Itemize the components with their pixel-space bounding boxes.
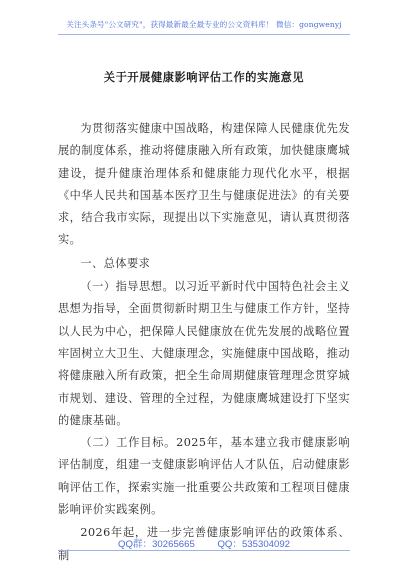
document-body <box>58 118 350 567</box>
document-title: 关于开展健康影响评估工作的实施意见 <box>103 70 305 84</box>
paragraph-intro: 为贯彻落实健康中国战略，构建保障人民健康优先发展的制度体系，推动将健康融入所有政策，加快健康鹰城建设，提升健康治理体系和健康能力现代化水平，根据《中华人民共和国基本医疗卫生与健康促进法》的有关要求，结合我市实际，现提出以下实施意见，请认真贯彻落实。 <box>58 122 350 247</box>
paragraph-work-goals: （二）工作目标。2025年，基本建立我市健康影响评估制度，组建一支健康影响评估人才队伍，启动健康影响评估工作，探索实施一批重要公共政策和工程项目健康影响评价实践案例。 <box>58 436 350 517</box>
qq-number: QQ：535304092 <box>217 539 290 550</box>
contact-footer <box>0 536 408 550</box>
paragraph-guiding-ideology: （一）指导思想。以习近平新时代中国特色社会主义思想为指导，全面贯彻新时期卫生与健康工作方针，坚持以人民为中心，把保障人民健康放在优先发展的战略位置牢固树立大卫生、大健康理念，实施健康中国战略，推动将健康融入所有政策，把全生命周期健康管理理念贯穿城市规划、建设、管理的全过程，为健康鹰城建设打下坚实的健康基础。 <box>58 280 350 427</box>
section-heading-general: 一、总体要求 <box>80 256 151 270</box>
header-divider <box>58 34 350 35</box>
qq-group: QQ群：30265665 <box>117 539 195 550</box>
promo-header: 关注头条号"公文研究"，获得最新最全最专业的公文资料库！ 微信：gongwenyj <box>66 20 342 29</box>
footer-divider <box>58 550 350 551</box>
paragraph-2026: 2026年起，进一步完善健康影响评估的政策体系、制 <box>58 526 350 562</box>
